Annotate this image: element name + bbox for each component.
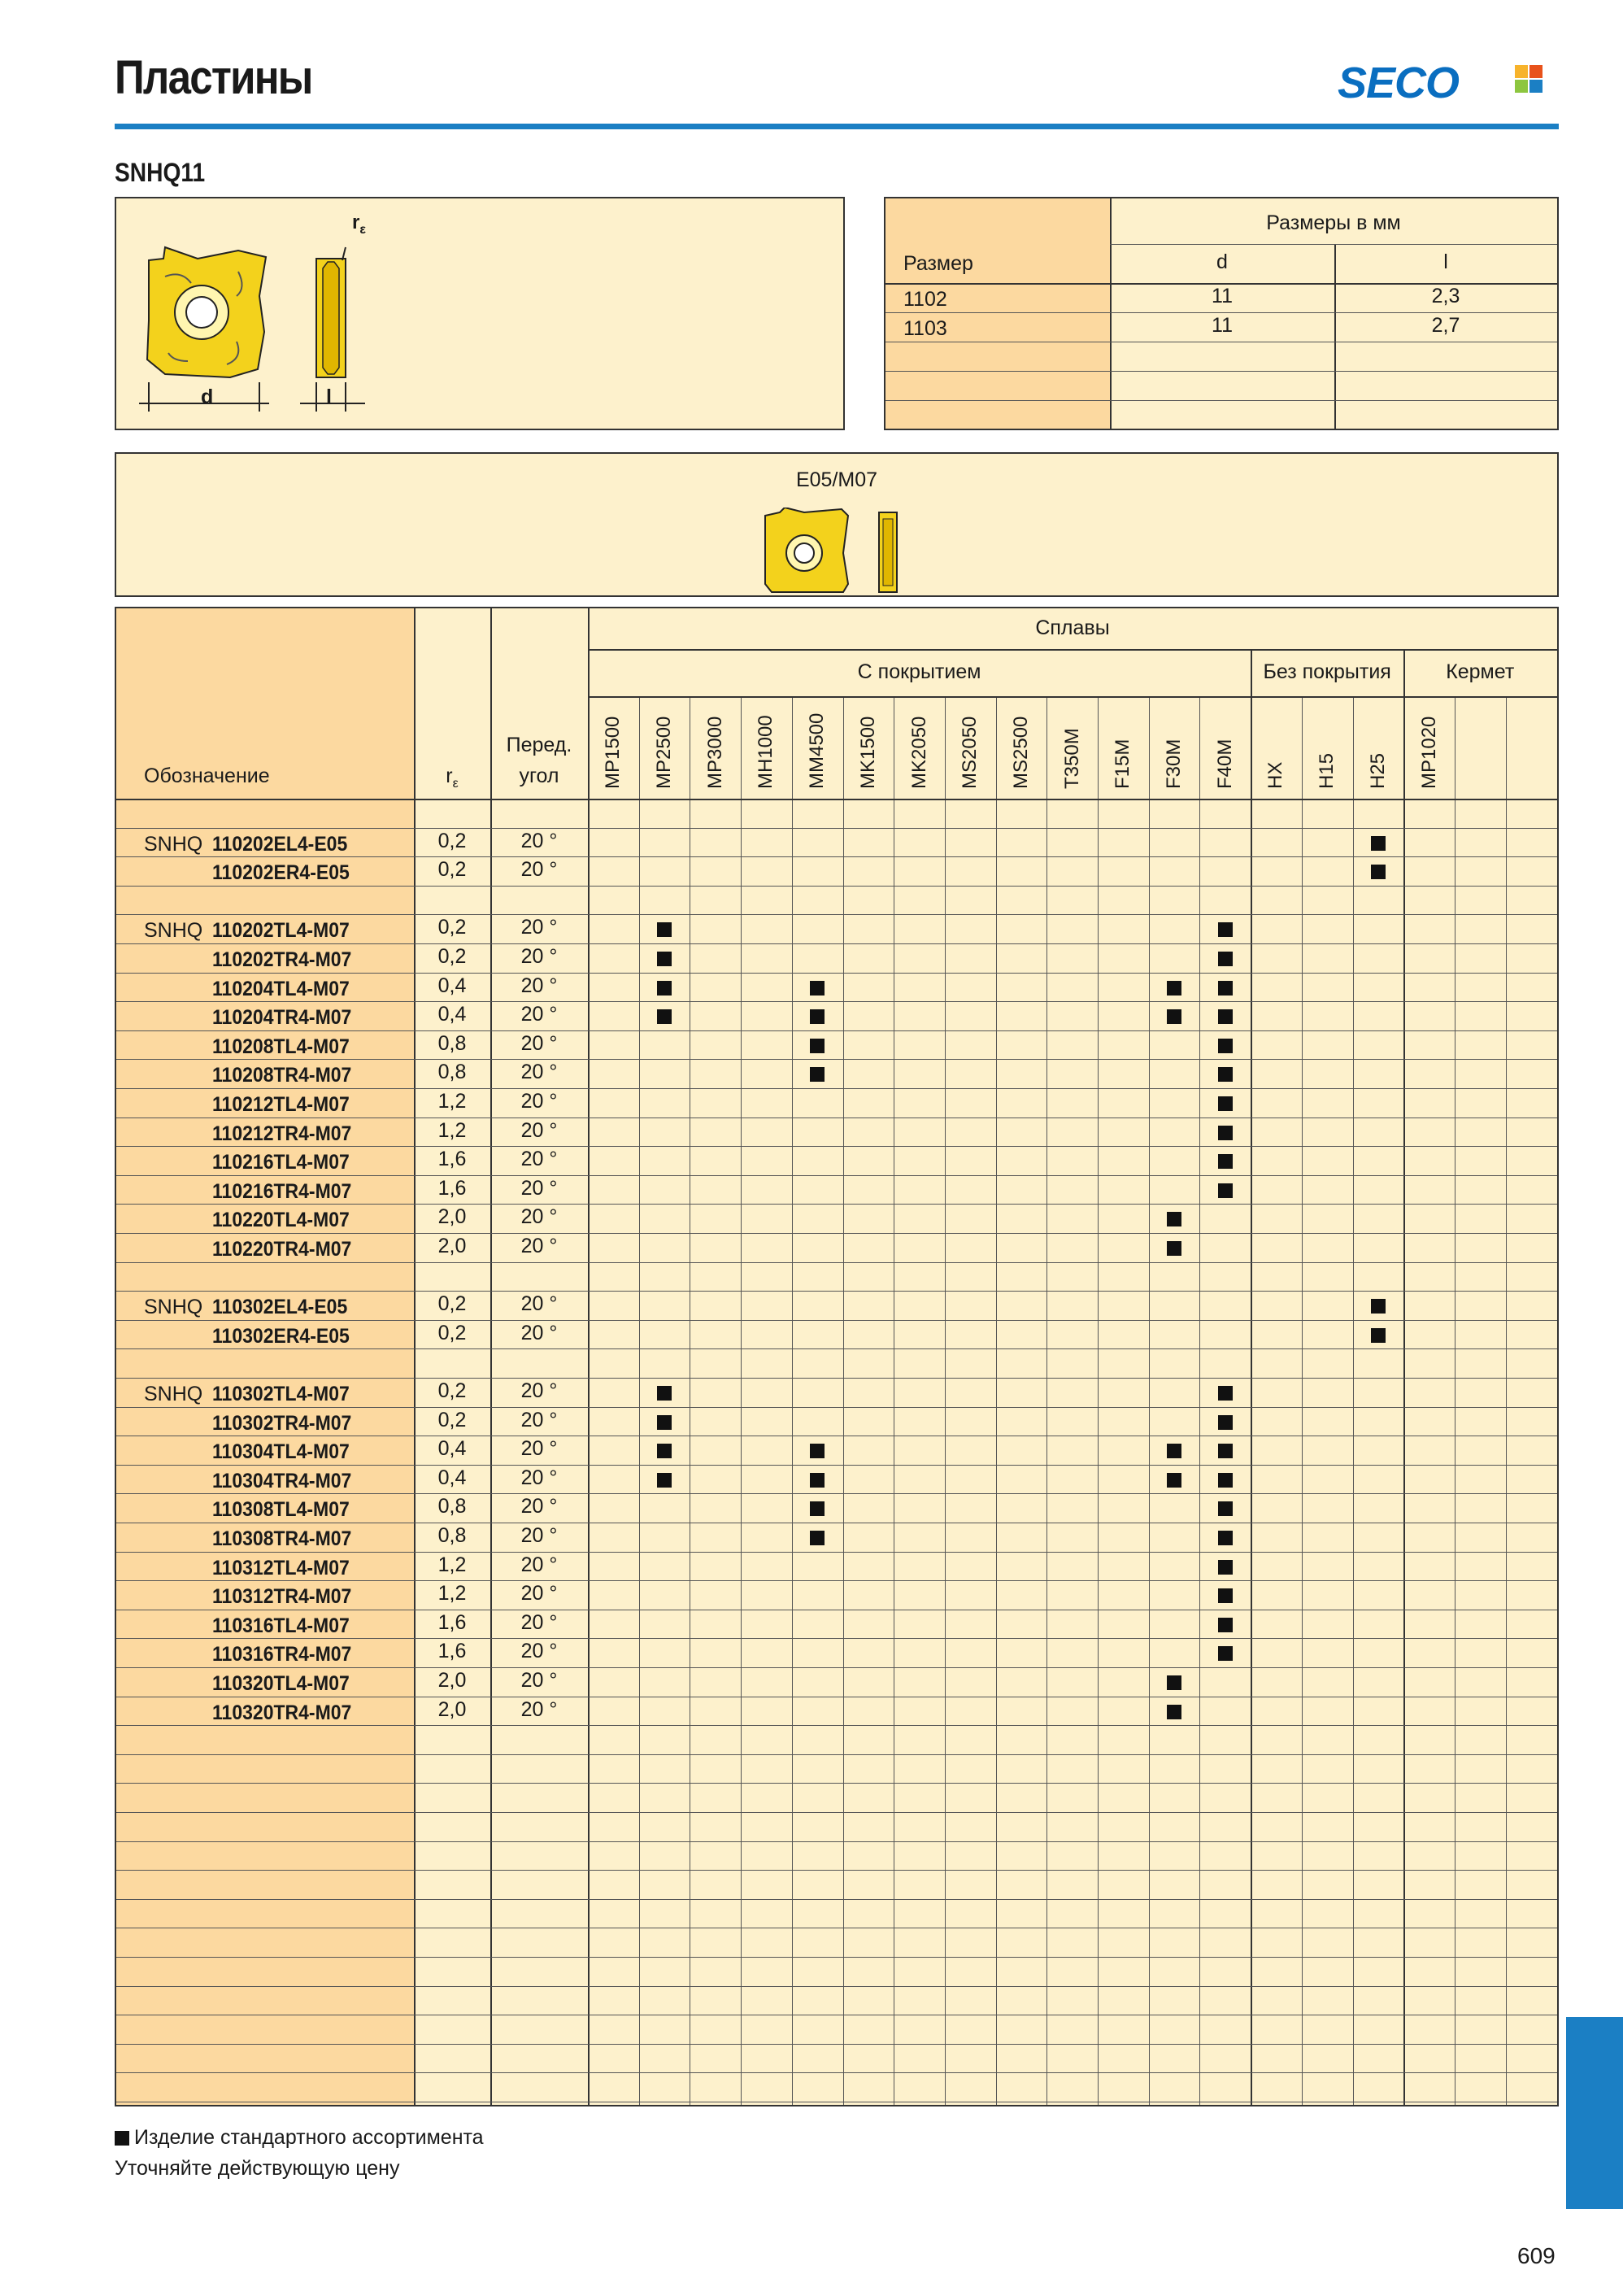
standard-range-marker-icon [1167, 1473, 1181, 1488]
row-designation: 110202EL4-E05 [212, 832, 348, 856]
seco-logo [1338, 59, 1549, 107]
standard-range-marker-icon [810, 1067, 825, 1082]
standard-range-marker-icon [657, 981, 672, 996]
standard-range-marker-icon [657, 1444, 672, 1458]
grade-name-HX: HX [1264, 761, 1287, 789]
standard-range-marker-icon [1218, 1473, 1233, 1488]
row-designation: 110220TR4-M07 [212, 1238, 352, 1261]
row-angle: 20 ° [520, 945, 558, 968]
row-prefix: SNHQ [144, 1296, 203, 1319]
table-row-line [116, 1493, 1557, 1494]
row-prefix: SNHQ [144, 832, 203, 856]
table-row-line [116, 1986, 1557, 1987]
table-row-line [116, 1465, 1557, 1466]
row-radius: 1,2 [437, 1582, 467, 1605]
header-divider [588, 649, 1557, 651]
standard-range-marker-icon [1218, 1009, 1233, 1024]
table-row-line [116, 1320, 1557, 1321]
grade-name-MS2050: MS2050 [959, 716, 981, 789]
row-radius: 0,2 [437, 1292, 467, 1316]
standard-range-marker-icon [657, 922, 672, 937]
standard-range-marker-icon [1167, 1009, 1181, 1024]
size-table [884, 197, 1559, 430]
grade-column-divider [1403, 649, 1405, 2105]
grade-column-divider [1149, 696, 1150, 2105]
table-row-line [116, 1638, 1557, 1639]
grade-column-divider [1046, 696, 1047, 2105]
table-row-line [116, 2072, 1557, 2073]
grade-column-divider [1098, 696, 1099, 2105]
row-angle: 20 ° [520, 1148, 558, 1171]
grade-name-F15M: F15M [1112, 738, 1134, 789]
table-row-line [116, 1233, 1557, 1234]
table-row-line [116, 1204, 1557, 1205]
row-angle: 20 ° [520, 1061, 558, 1084]
grade-name-MM4500: MM4500 [806, 712, 829, 789]
l-value: 2,7 [1431, 314, 1460, 337]
grade-column-divider [1251, 649, 1252, 2105]
table-row-line [116, 886, 1557, 887]
row-angle: 20 ° [520, 974, 558, 997]
insert-drawing [116, 198, 843, 429]
grade-column-divider [996, 696, 997, 2105]
row-designation: 110304TL4-M07 [212, 1440, 350, 1464]
row-angle: 20 ° [520, 1118, 558, 1142]
header-divider [588, 696, 1557, 698]
standard-range-marker-icon [657, 1473, 672, 1488]
grade-column-divider [1199, 696, 1200, 2105]
row-angle: 20 ° [520, 1437, 558, 1461]
row-designation: 110208TR4-M07 [212, 1064, 352, 1087]
row-designation: 110308TR4-M07 [212, 1527, 352, 1550]
row-radius: 1,6 [437, 1176, 467, 1200]
row-angle: 20 ° [520, 1524, 558, 1547]
l-value: 2,3 [1431, 285, 1460, 307]
standard-range-marker-icon [1218, 1096, 1233, 1111]
chipbreaker-label: E05/M07 [795, 468, 878, 491]
standard-range-marker-icon [1218, 1154, 1233, 1169]
row-radius: 1,2 [437, 1553, 467, 1576]
row-designation: 110302ER4-E05 [212, 1324, 350, 1348]
insert-top-view [147, 247, 266, 377]
table-row-line [116, 973, 1557, 974]
row-angle: 20 ° [520, 1205, 558, 1229]
row-radius: 2,0 [437, 1669, 467, 1692]
row-angle: 20 ° [520, 1408, 558, 1431]
grade-column-divider [1302, 696, 1303, 2105]
d-value: 11 [1212, 314, 1233, 337]
standard-range-marker-icon [1218, 1588, 1233, 1603]
standard-range-marker-icon [1167, 1241, 1181, 1256]
row-designation: 110220TL4-M07 [212, 1209, 350, 1232]
table-row-line [116, 1957, 1557, 1958]
row-radius: 1,6 [437, 1148, 467, 1171]
row-prefix: SNHQ [144, 1383, 203, 1405]
page-number: 609 [1517, 2243, 1556, 2268]
row-designation: 110204TR4-M07 [212, 1006, 352, 1030]
standard-range-marker-icon [1218, 1501, 1233, 1516]
standard-range-marker-icon [1371, 865, 1386, 879]
price-note: Уточняйте действующую цену [115, 2157, 400, 2180]
row-radius: 2,0 [437, 1697, 467, 1721]
standard-range-marker-icon [1218, 1415, 1233, 1430]
row-radius: 1,6 [437, 1610, 467, 1634]
grade-column-divider [1506, 696, 1507, 2105]
standard-range-marker-icon [1218, 1444, 1233, 1458]
coated-header: С покрытием [857, 660, 981, 683]
row-radius: 0,4 [437, 1466, 467, 1489]
grade-name-MK2050: MK2050 [907, 716, 930, 789]
standard-range-marker-icon [1218, 1039, 1233, 1053]
standard-range-marker-icon [1218, 1386, 1233, 1401]
grade-name-MP3000: MP3000 [703, 716, 726, 789]
standard-range-marker-icon [1167, 1675, 1181, 1690]
row-angle: 20 ° [520, 1669, 558, 1692]
d-value: 11 [1212, 285, 1233, 307]
d-header: d [1216, 251, 1228, 273]
standard-range-marker-icon [810, 981, 825, 996]
row-designation: 110212TR4-M07 [212, 1122, 352, 1145]
row-designation: 110316TL4-M07 [212, 1614, 350, 1637]
row-designation: 110204TL4-M07 [212, 977, 350, 1000]
row-radius: 2,0 [437, 1205, 467, 1229]
row-angle: 20 ° [520, 1031, 558, 1055]
logo-square-icon [1515, 65, 1528, 78]
row-angle: 20 ° [520, 1292, 558, 1316]
table-row-line [116, 828, 1557, 829]
standard-range-marker-icon [1218, 981, 1233, 996]
grade-name-MK1500: MK1500 [856, 716, 879, 789]
grade-column-divider [639, 696, 640, 2105]
row-designation: 110202ER4-E05 [212, 861, 350, 885]
row-radius: 1,6 [437, 1640, 467, 1663]
table-row-line [116, 1841, 1557, 1842]
standard-range-marker-icon [1167, 1444, 1181, 1458]
row-radius: 0,4 [437, 1437, 467, 1461]
row-radius: 1,2 [437, 1090, 467, 1113]
standard-range-marker-icon [1218, 922, 1233, 937]
row-angle: 20 ° [520, 1466, 558, 1489]
grade-name-T350M: T350M [1060, 728, 1083, 789]
row-prefix: SNHQ [144, 919, 203, 943]
table-row-line [116, 1899, 1557, 1900]
radius-label: $r_\varepsilon$ [352, 211, 366, 237]
grade-name-MP2500: MP2500 [653, 716, 676, 789]
standard-range-marker-icon [1371, 1299, 1386, 1314]
grade-name-H25: H25 [1366, 752, 1389, 789]
standard-range-marker-icon [1218, 952, 1233, 966]
table-row-line [116, 1088, 1557, 1089]
table-row-line [116, 1001, 1557, 1002]
table-row-line [116, 943, 1557, 944]
size-header: Размер [903, 252, 973, 275]
angle-header-line2: угол [519, 765, 559, 787]
standard-range-marker-icon [1371, 836, 1386, 851]
row-designation: 110302EL4-E05 [212, 1296, 348, 1319]
logo-text: SECO [1338, 59, 1460, 107]
table-row-line [116, 2044, 1557, 2045]
table-row-line [116, 914, 1557, 915]
size-row-1102: 1102 [903, 288, 947, 311]
row-radius: 0,2 [437, 945, 467, 968]
grade-column-divider [843, 696, 844, 2105]
table-row-line [116, 1407, 1557, 1408]
table-row-line [116, 1262, 1557, 1263]
row-radius: 0,2 [437, 829, 467, 852]
table-row-line [116, 1348, 1557, 1349]
table-row-line [116, 1030, 1557, 1031]
table-row-line [116, 1146, 1557, 1147]
standard-range-marker-icon [1218, 1183, 1233, 1198]
standard-range-marker-icon [115, 2131, 129, 2146]
header-rule [115, 124, 1559, 129]
standard-range-marker-icon [1218, 1646, 1233, 1661]
standard-range-marker-icon [657, 1415, 672, 1430]
standard-range-marker-icon [1218, 1126, 1233, 1140]
table-row-line [116, 1754, 1557, 1755]
dimensions-header: Размеры в мм [1266, 211, 1401, 234]
row-radius: 0,2 [437, 1408, 467, 1431]
grade-name-F40M: F40M [1213, 738, 1236, 789]
grade-name-F30M: F30M [1163, 738, 1186, 789]
row-designation: 110202TR4-M07 [212, 948, 352, 971]
logo-square-icon [1515, 80, 1528, 93]
row-radius: 0,4 [437, 974, 467, 997]
standard-range-marker-icon [810, 1501, 825, 1516]
table-row-line [116, 1378, 1557, 1379]
table-row-line [116, 1812, 1557, 1813]
standard-range-marker-icon [810, 1444, 825, 1458]
standard-range-marker-icon [810, 1531, 825, 1545]
row-angle: 20 ° [520, 1235, 558, 1257]
row-radius: 0,2 [437, 1379, 467, 1402]
insert-side-view [316, 247, 346, 377]
row-angle: 20 ° [520, 1553, 558, 1576]
standard-range-marker-icon [1218, 1067, 1233, 1082]
standard-range-marker-icon [1218, 1560, 1233, 1575]
row-designation: 110312TL4-M07 [212, 1556, 350, 1579]
chipbreaker-box [115, 452, 1559, 597]
standard-range-marker-icon [1167, 1212, 1181, 1226]
row-angle: 20 ° [520, 1495, 558, 1518]
standard-range-marker-icon [657, 1009, 672, 1024]
table-row-line [116, 1870, 1557, 1871]
grade-name-MS2500: MS2500 [1009, 716, 1032, 789]
l-header: l [1443, 251, 1448, 273]
row-radius: 0,8 [437, 1524, 467, 1547]
logo-square-icon [1529, 80, 1543, 93]
row-designation: 110216TR4-M07 [212, 1179, 352, 1203]
row-designation: 110302TR4-M07 [212, 1411, 352, 1435]
row-designation: 110212TL4-M07 [212, 1093, 350, 1116]
row-designation: 110216TL4-M07 [212, 1151, 350, 1174]
row-angle: 20 ° [520, 916, 558, 939]
row-designation: 110320TL4-M07 [212, 1672, 350, 1695]
size-row-1103: 1103 [903, 317, 947, 340]
row-radius: 0,8 [437, 1061, 467, 1084]
standard-range-marker-icon [810, 1009, 825, 1024]
section-tab [1566, 2017, 1623, 2209]
row-radius: 0,2 [437, 1321, 467, 1344]
grade-name-H15: H15 [1316, 752, 1338, 789]
cermet-header: Кермет [1446, 660, 1515, 683]
row-designation: 110312TR4-M07 [212, 1585, 352, 1609]
grade-name-MP1020: MP1020 [1417, 716, 1440, 789]
insert-drawing-box [115, 197, 845, 430]
grade-name-MP1500: MP1500 [602, 716, 624, 789]
legend-note: Изделие стандартного ассортимента [115, 2126, 484, 2150]
row-radius: 1,2 [437, 1118, 467, 1142]
table-row-line [116, 1175, 1557, 1176]
row-angle: 20 ° [520, 1379, 558, 1402]
row-designation: 110304TR4-M07 [212, 1469, 352, 1492]
row-angle: 20 ° [520, 858, 558, 882]
row-designation: 110320TR4-M07 [212, 1701, 352, 1724]
row-designation: 110208TL4-M07 [212, 1035, 350, 1058]
product-code: SNHQ11 [115, 158, 206, 187]
table-row-line [116, 856, 1557, 857]
row-radius: 0,8 [437, 1495, 467, 1518]
grades-header: Сплавы [1035, 616, 1110, 639]
row-designation: 110202TL4-M07 [212, 919, 350, 943]
row-radius: 0,4 [437, 1003, 467, 1026]
row-angle: 20 ° [520, 1640, 558, 1663]
angle-header-line1: Перед. [506, 734, 572, 756]
grade-table [115, 607, 1559, 2106]
radius-header: $r_\varepsilon$ [446, 765, 459, 791]
row-designation: 110316TR4-M07 [212, 1643, 352, 1666]
diameter-label: d [201, 386, 214, 408]
row-designation: 110308TL4-M07 [212, 1498, 350, 1522]
table-row-line [116, 1580, 1557, 1581]
row-radius: 0,2 [437, 916, 467, 939]
standard-range-marker-icon [1167, 1705, 1181, 1719]
logo-square-icon [1529, 65, 1543, 78]
chipbreaker-icon [764, 508, 910, 597]
row-radius: 0,2 [437, 858, 467, 882]
grade-column-divider [792, 696, 793, 2105]
row-radius: 0,8 [437, 1031, 467, 1055]
row-angle: 20 ° [520, 1090, 558, 1113]
standard-range-marker-icon [1371, 1328, 1386, 1343]
standard-range-marker-icon [657, 1386, 672, 1401]
row-angle: 20 ° [520, 1697, 558, 1721]
row-angle: 20 ° [520, 829, 558, 852]
grade-column-divider [741, 696, 742, 2105]
row-angle: 20 ° [520, 1610, 558, 1634]
table-row-line [116, 1667, 1557, 1668]
designation-header: Обозначение [144, 765, 270, 787]
standard-range-marker-icon [1218, 1531, 1233, 1545]
row-angle: 20 ° [520, 1582, 558, 1605]
standard-range-marker-icon [1167, 981, 1181, 996]
standard-range-marker-icon [810, 1039, 825, 1053]
page-title: Пластины [115, 51, 312, 104]
row-angle: 20 ° [520, 1321, 558, 1344]
grade-column-divider [945, 696, 946, 2105]
thickness-label: l [326, 386, 332, 408]
uncoated-header: Без покрытия [1263, 660, 1391, 683]
column-divider [588, 608, 590, 2105]
row-angle: 20 ° [520, 1003, 558, 1026]
row-designation: 110302TL4-M07 [212, 1383, 350, 1405]
row-angle: 20 ° [520, 1176, 558, 1200]
table-row-line [116, 1059, 1557, 1060]
table-row-line [116, 1783, 1557, 1784]
table-row-line [116, 1291, 1557, 1292]
size-column-bg [885, 198, 1110, 429]
grade-name-MH1000: MH1000 [755, 715, 777, 789]
grade-column-divider [1353, 696, 1354, 2105]
standard-range-marker-icon [810, 1473, 825, 1488]
header-divider [116, 799, 1557, 800]
standard-range-marker-icon [657, 952, 672, 966]
table-row-line [116, 1552, 1557, 1553]
row-radius: 2,0 [437, 1235, 467, 1257]
table-row-line [116, 1725, 1557, 1726]
standard-range-marker-icon [1218, 1618, 1233, 1632]
